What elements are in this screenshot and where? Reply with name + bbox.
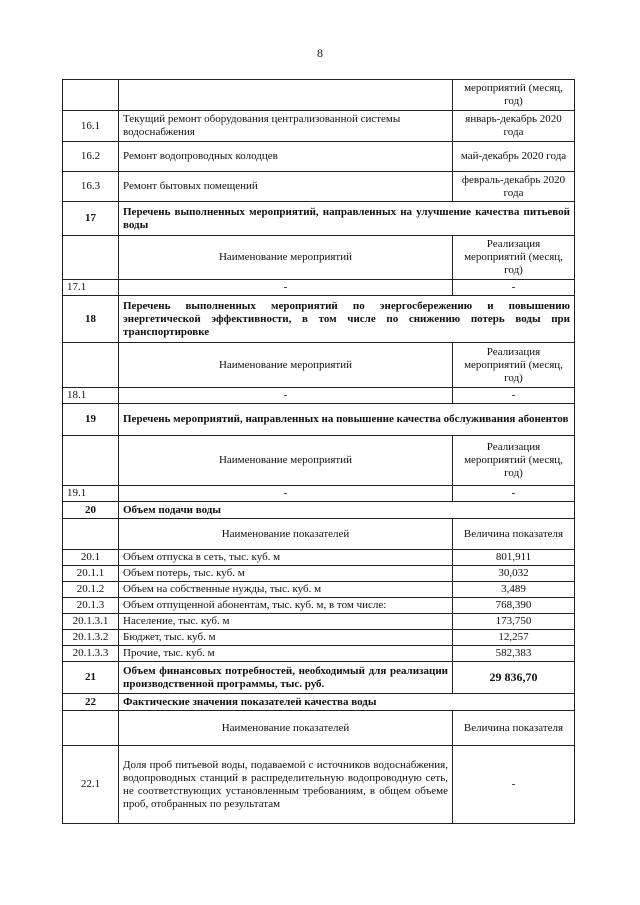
section-title: Перечень мероприятий, направленных на повышение качества обслуживания абонентов: [119, 404, 575, 436]
header-value: Реализация мероприятий (месяц, год): [453, 343, 575, 388]
row-value: 582,383: [453, 646, 575, 662]
section-number: 22: [63, 694, 119, 711]
row-number: 20.1: [63, 550, 119, 566]
row-name: Население, тыс. куб. м: [119, 614, 453, 630]
row-name: -: [119, 280, 453, 296]
section-title: Фактические значения показателей качества воды: [119, 694, 575, 711]
row-name: Ремонт бытовых помещений: [119, 172, 453, 202]
row-name: Прочие, тыс. куб. м: [119, 646, 453, 662]
row-number: 20.1.2: [63, 582, 119, 598]
table-row: [63, 280, 575, 296]
report-table: [62, 79, 575, 824]
header-empty: [63, 519, 119, 550]
header-empty: [63, 343, 119, 388]
section-number: 20: [63, 502, 119, 519]
section-number: 21: [63, 662, 119, 694]
section-row: [63, 662, 575, 694]
section-title: Объем финансовых потребностей, необходимый для реализации производственной программы, тыс. руб.: [119, 662, 453, 694]
row-number: 16.3: [63, 172, 119, 202]
row-value: -: [453, 746, 575, 824]
section-title: Перечень выполненных мероприятий по энергосбережению и повышению энергетической эффективности, в том числе по снижению потерь воды при транспортировке: [119, 296, 575, 343]
row-value: май-декабрь 2020 года: [453, 142, 575, 172]
row-name: Объем отпущенной абонентам, тыс. куб. м, в том числе:: [119, 598, 453, 614]
section-title: Перечень выполненных мероприятий, направленных на улучшение качества питьевой воды: [119, 202, 575, 236]
page-number: 8: [317, 46, 323, 60]
row-name: Текущий ремонт оборудования централизованной системы водоснабжения: [119, 111, 453, 142]
row-name: Объем отпуска в сеть, тыс. куб. м: [119, 550, 453, 566]
row-number: 20.1.3.3: [63, 646, 119, 662]
row-value: 801,911: [453, 550, 575, 566]
table-row: [63, 80, 575, 111]
row-number: [63, 80, 119, 111]
header-row: [63, 236, 575, 280]
table-row: [63, 142, 575, 172]
table-row: [63, 486, 575, 502]
section-row: [63, 502, 575, 519]
header-name: Наименование показателей: [119, 711, 453, 746]
row-value: 3,489: [453, 582, 575, 598]
table-row: [63, 172, 575, 202]
table-row: [63, 550, 575, 566]
header-row: [63, 436, 575, 486]
header-value: Реализация мероприятий (месяц, год): [453, 236, 575, 280]
table-row: [63, 630, 575, 646]
table-row: [63, 566, 575, 582]
header-row: [63, 519, 575, 550]
section-row: [63, 694, 575, 711]
section-title: Объем подачи воды: [119, 502, 575, 519]
header-empty: [63, 711, 119, 746]
row-value: -: [453, 388, 575, 404]
table-row: [63, 614, 575, 630]
row-number: 20.1.3.1: [63, 614, 119, 630]
row-name: Бюджет, тыс. куб. м: [119, 630, 453, 646]
row-name: -: [119, 486, 453, 502]
row-value: 12,257: [453, 630, 575, 646]
header-value: Реализация мероприятий (месяц, год): [453, 436, 575, 486]
header-name: Наименование мероприятий: [119, 436, 453, 486]
row-value: -: [453, 280, 575, 296]
row-value: февраль-декабрь 2020 года: [453, 172, 575, 202]
row-value: -: [453, 486, 575, 502]
row-value: 173,750: [453, 614, 575, 630]
header-value: Величина показателя: [453, 519, 575, 550]
row-number: 20.1.3.2: [63, 630, 119, 646]
row-name: Доля проб питьевой воды, подаваемой с источников водоснабжения, водопроводных станций в распределительную водопроводную сеть, не соответствующих установленным требованиям, в общем объеме проб, отобранных по результатам: [119, 746, 453, 824]
row-number: 17.1: [63, 280, 119, 296]
section-number: 17: [63, 202, 119, 236]
row-number: 22.1: [63, 746, 119, 824]
header-name: Наименование показателей: [119, 519, 453, 550]
section-row: [63, 296, 575, 343]
table-row: [63, 646, 575, 662]
table-row: [63, 746, 575, 824]
header-empty: [63, 436, 119, 486]
header-name: Наименование мероприятий: [119, 236, 453, 280]
row-name: Объем потерь, тыс. куб. м: [119, 566, 453, 582]
header-row: [63, 343, 575, 388]
header-value: Величина показателя: [453, 711, 575, 746]
row-value: январь-декабрь 2020 года: [453, 111, 575, 142]
row-number: 20.1.1: [63, 566, 119, 582]
section-number: 18: [63, 296, 119, 343]
section-row: [63, 202, 575, 236]
row-name: [119, 80, 453, 111]
row-value: 30,032: [453, 566, 575, 582]
table-row: [63, 582, 575, 598]
table-row: [63, 111, 575, 142]
row-name: Объем на собственные нужды, тыс. куб. м: [119, 582, 453, 598]
row-number: 19.1: [63, 486, 119, 502]
header-name: Наименование мероприятий: [119, 343, 453, 388]
table-row: [63, 388, 575, 404]
row-number: 16.2: [63, 142, 119, 172]
row-number: 18.1: [63, 388, 119, 404]
header-row: [63, 711, 575, 746]
row-number: 16.1: [63, 111, 119, 142]
section-number: 19: [63, 404, 119, 436]
header-empty: [63, 236, 119, 280]
row-name: Ремонт водопроводных колодцев: [119, 142, 453, 172]
row-value: 768,390: [453, 598, 575, 614]
financial-value: 29 836,70: [453, 662, 575, 694]
row-number: 20.1.3: [63, 598, 119, 614]
row-value: мероприятий (месяц, год): [453, 80, 575, 111]
section-row: [63, 404, 575, 436]
row-name: -: [119, 388, 453, 404]
table-row: [63, 598, 575, 614]
